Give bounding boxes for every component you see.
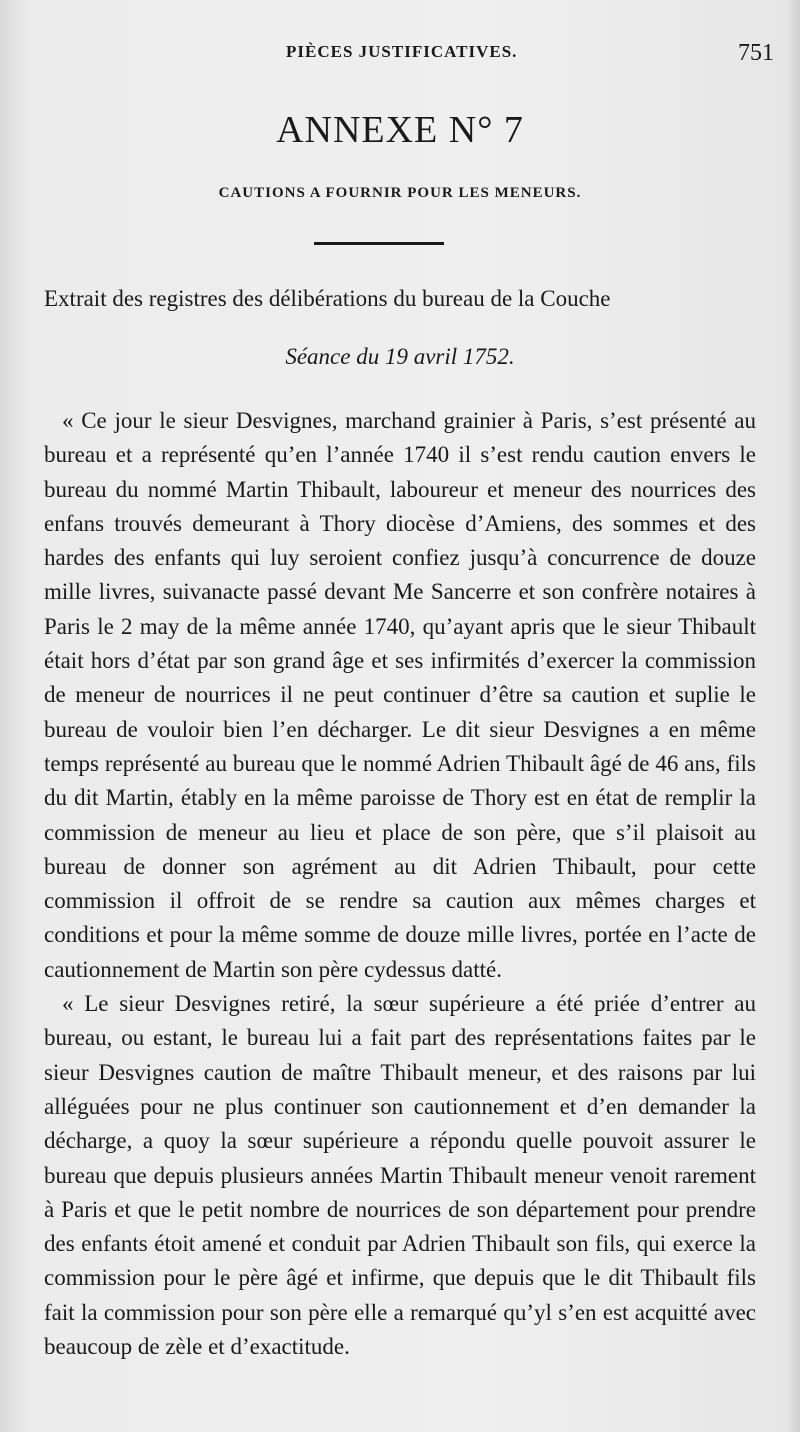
paragraph: « Ce jour le sieur Desvignes, marchand grainier à Paris, s’est présenté au bureau et a représenté qu’en l’année 1740 il s’est rendu caution envers le bureau du nommé Martin Thibault, laboureur et meneur des nourrices des enfans trouvés demeurant à Thory diocèse d’Amiens, des sommes et des hardes des enfants qui luy seroient confiez jusqu’à concurrence de douze mille livres, suivanacte passé devant Me Sancerre et son confrère notaires à Paris le 2 may de la même année 1740, qu’ayant apris que le sieur Thibault était hors d’état par son grand âge et ses infirmités d’exercer la commission de meneur de nourrices il ne peut continuer d’être sa caution et suplie le bureau de vouloir bien l’en décharger. Le dit sieur Desvignes a en même temps représenté au bureau que le nommé Adrien Thibault âgé de 46 ans, fils du dit Martin, étably en la même paroisse de Thory est en état de remplir la commission de meneur au lieu et place de son père, que s’il plaisoit au bureau de donner son agrément au dit Adrien Thibault, pour cette commission il offroit de se rendre sa caution aux mêmes charges et conditions et pour la même somme de douze mille livres, portée en l’acte de cautionnement de Martin son père cydessus datté. xyxy=(44,408,756,982)
running-title: PIÈCES JUSTIFICATIVES. xyxy=(286,42,518,61)
page-number: 751 xyxy=(738,40,774,66)
page-edge-shadow xyxy=(786,0,800,1432)
annex-title: ANNEXE N° 7 xyxy=(276,109,524,151)
body-text xyxy=(44,404,756,1364)
seance-date: Séance du 19 avril 1752. xyxy=(285,344,515,369)
section-rule xyxy=(314,242,444,245)
annex-subtitle: CAUTIONS A FOURNIR POUR LES MENEURS. xyxy=(218,185,582,201)
extract-heading: Extrait des registres des délibérations du bureau de la Couche xyxy=(44,286,611,311)
running-head xyxy=(0,42,800,72)
paragraph: « Le sieur Desvignes retiré, la sœur supérieure a été priée d’entrer au bureau, ou estant, le bureau lui a fait part des représentations faites par le sieur Desvignes caution de maître Thibault meneur, et des raisons par lui alléguées pour ne plus continuer son cautionnement et d’en demander la décharge, a quoy la sœur supérieure a répondu quelle pouvoit assurer le bureau que depuis plusieurs années Martin Thibault meneur venoit rarement à Paris et que le petit nombre de nourrices de son département pour prendre des enfants étoit amené et conduit par Adrien Thibault son fils, qui exerce la commission pour le père âgé et infirme, que depuis que le dit Thibault fils fait la commission pour son père elle a remarqué qu’yl s’en est acquitté avec beaucoup de zèle et d’exactitude. xyxy=(44,991,756,1360)
